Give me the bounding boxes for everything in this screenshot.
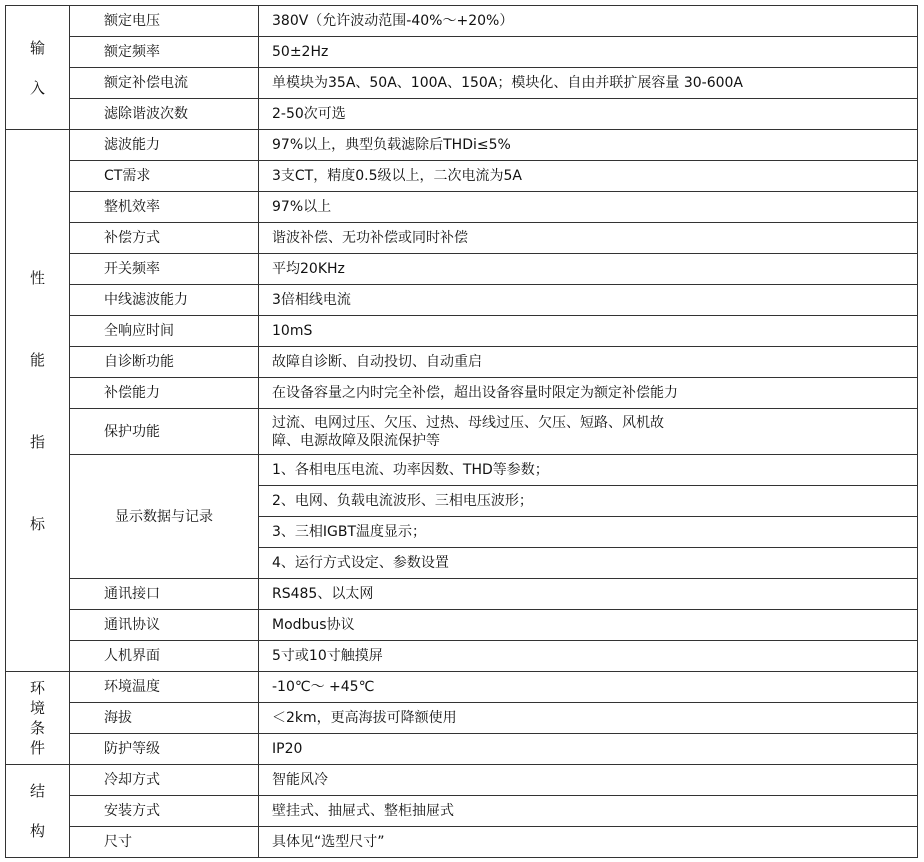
spec-table [5, 5, 918, 858]
group-label-char: 入 [29, 78, 45, 97]
table-row [6, 347, 918, 378]
param-name: 额定电压 [70, 6, 259, 37]
param-value: 3、三相IGBT温度显示； [259, 517, 918, 548]
param-value [259, 192, 918, 223]
value-line: -10℃～ +45℃ [272, 679, 375, 695]
param-name: 额定频率 [70, 37, 259, 68]
group-label-char: 输 [29, 38, 45, 57]
group-label-char: 件 [29, 739, 45, 757]
param-name: 滤波能力 [70, 130, 259, 161]
table-row [6, 6, 918, 37]
table-row [6, 455, 918, 486]
group-label-char: 性 [29, 268, 45, 287]
param-value [259, 827, 918, 858]
table-row [6, 99, 918, 130]
table-row [6, 734, 918, 765]
param-value [259, 378, 918, 409]
param-name: 补偿能力 [70, 378, 259, 409]
param-value [259, 641, 918, 672]
param-value [259, 254, 918, 285]
param-name: 冷却方式 [70, 765, 259, 796]
param-value [259, 99, 918, 130]
group-label [6, 672, 70, 765]
value-line: 5寸或10寸触摸屏 [272, 648, 383, 664]
value-line: 50±2Hz [272, 44, 329, 60]
param-value [259, 316, 918, 347]
param-value [259, 68, 918, 99]
spec-table-body [6, 6, 918, 858]
value-line: 障、电源故障及限流保护等 [272, 432, 440, 449]
param-name: 额定补偿电流 [70, 68, 259, 99]
param-value: 2、电网、负载电流波形、三相电压波形； [259, 486, 918, 517]
param-value [259, 765, 918, 796]
value-line: 单模块为35A、50A、100A、150A；模块化、自由并联扩展容量 30-600A [272, 75, 743, 91]
param-name: 安装方式 [70, 796, 259, 827]
param-name: 开关频率 [70, 254, 259, 285]
table-row [6, 254, 918, 285]
group-label-char: 境 [29, 699, 45, 717]
value-line: 97%以上，典型负载滤除后THDi≤5% [272, 137, 511, 153]
param-value [259, 703, 918, 734]
group-label [6, 6, 70, 130]
group-label-char: 环 [29, 679, 45, 697]
param-name: 防护等级 [70, 734, 259, 765]
value-line: 2-50次可选 [272, 106, 346, 122]
table-row [6, 223, 918, 254]
group-label-char: 能 [29, 350, 45, 369]
value-line: 3支CT，精度0.5级以上，二次电流为5A [272, 168, 522, 184]
param-name: 全响应时间 [70, 316, 259, 347]
table-row [6, 579, 918, 610]
param-value [259, 409, 918, 455]
param-name: 整机效率 [70, 192, 259, 223]
value-line: 在设备容量之内时完全补偿，超出设备容量时限定为额定补偿能力 [272, 385, 678, 401]
value-line: 智能风冷 [272, 772, 328, 788]
value-line: 3倍相线电流 [272, 292, 351, 308]
table-row [6, 796, 918, 827]
value-line: IP20 [272, 741, 303, 757]
group-label-char: 构 [29, 822, 45, 840]
param-name: 补偿方式 [70, 223, 259, 254]
param-value [259, 223, 918, 254]
group-label-char: 指 [29, 432, 45, 451]
table-row [6, 703, 918, 734]
param-name: 显示数据与记录 [70, 455, 259, 579]
value-line: 97%以上 [272, 199, 332, 215]
group-label-char: 标 [29, 514, 45, 533]
param-name: 人机界面 [70, 641, 259, 672]
param-name: 海拔 [70, 703, 259, 734]
param-value [259, 347, 918, 378]
table-row [6, 610, 918, 641]
param-name: 中线滤波能力 [70, 285, 259, 316]
table-row [6, 192, 918, 223]
group-label [6, 130, 70, 672]
param-value [259, 579, 918, 610]
param-name: 尺寸 [70, 827, 259, 858]
table-row [6, 378, 918, 409]
param-value [259, 610, 918, 641]
param-value [259, 130, 918, 161]
table-row [6, 130, 918, 161]
table-row [6, 316, 918, 347]
param-value: 4、运行方式设定、参数设置 [259, 548, 918, 579]
param-name: 环境温度 [70, 672, 259, 703]
table-row [6, 641, 918, 672]
group-label-char: 条 [29, 719, 45, 737]
param-value [259, 734, 918, 765]
table-row [6, 672, 918, 703]
value-line: 平均20KHz [272, 261, 345, 277]
table-row [6, 161, 918, 192]
group-label [6, 765, 70, 858]
param-name: CT需求 [70, 161, 259, 192]
param-name: 滤除谐波次数 [70, 99, 259, 130]
param-value [259, 37, 918, 68]
value-line: 具体见“选型尺寸” [272, 834, 385, 850]
table-row [6, 37, 918, 68]
value-line: RS485、以太网 [272, 586, 374, 602]
param-value: 1、各相电压电流、功率因数、THD等参数； [259, 455, 918, 486]
value-line: 壁挂式、抽屉式、整柜抽屉式 [272, 803, 454, 819]
table-row [6, 827, 918, 858]
table-row [6, 765, 918, 796]
param-value [259, 161, 918, 192]
param-name: 保护功能 [70, 409, 259, 455]
param-value [259, 672, 918, 703]
value-line: 过流、电网过压、欠压、过热、母线过压、欠压、短路、风机故 [272, 414, 664, 431]
param-value [259, 285, 918, 316]
value-line: 380V（允许波动范围-40%～+20%） [272, 13, 514, 29]
group-label-char: 结 [29, 782, 45, 800]
table-row [6, 68, 918, 99]
value-line: 10mS [272, 323, 313, 339]
table-row [6, 409, 918, 455]
value-line: 谐波补偿、无功补偿或同时补偿 [272, 230, 468, 246]
param-name: 通讯接口 [70, 579, 259, 610]
param-value [259, 6, 918, 37]
value-line: Modbus协议 [272, 617, 355, 633]
param-value [259, 796, 918, 827]
param-name: 自诊断功能 [70, 347, 259, 378]
table-row [6, 285, 918, 316]
value-line: 故障自诊断、自动投切、自动重启 [272, 354, 482, 370]
param-name: 通讯协议 [70, 610, 259, 641]
value-line: ＜2km，更高海拔可降额使用 [272, 710, 457, 726]
